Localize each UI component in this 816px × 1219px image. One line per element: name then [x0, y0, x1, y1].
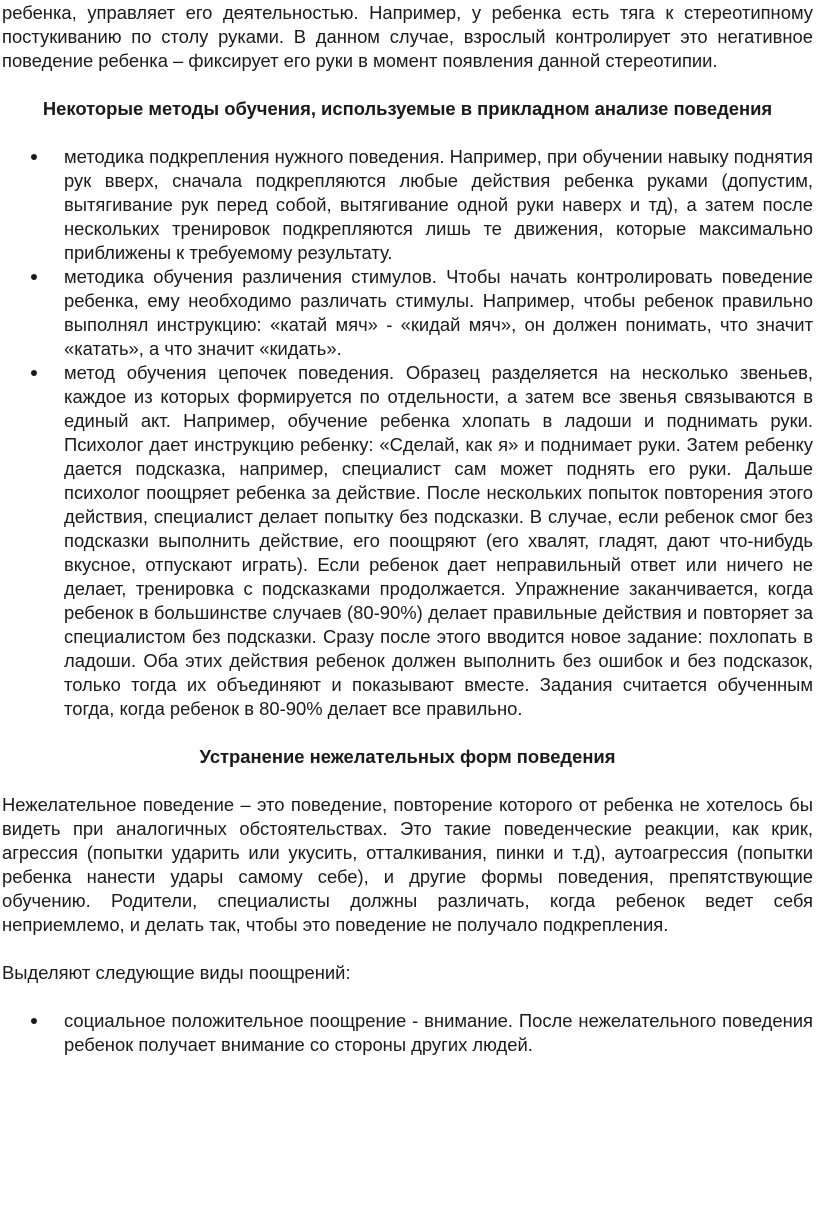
bullet-icon	[31, 154, 37, 160]
list-item-text: социальное положительное поощрение - внимание. После нежелательного поведения ребенок получает внимание со стороны других людей.	[64, 1010, 813, 1055]
list-item	[2, 1009, 813, 1057]
methods-list	[2, 145, 813, 721]
heading-undesired-behavior: Устранение нежелательных форм поведения	[199, 746, 616, 767]
list-item	[2, 265, 813, 361]
undesired-behavior-paragraph: Нежелательное поведение – это поведение, повторение которого от ребенка не хотелось бы видеть при аналогичных обстоятельствах. Это такие поведенческие реакции, как крик, агрессия (попытки ударить или укусить, отталкивания, пинки и т.д), аутоагрессия (попытки ребенка нанести удары самому себе), и другие формы поведения, препятствующие обучению. Родители, специалисты должны различать, когда ребенок ведет себя неприемлемо, и делать так, чтобы это поведение не получало подкрепления.	[2, 794, 813, 935]
rewards-list	[2, 1009, 813, 1057]
list-item	[2, 145, 813, 265]
bullet-icon	[31, 274, 37, 280]
rewards-intro: Выделяют следующие виды поощрений:	[2, 962, 351, 983]
list-item	[2, 361, 813, 721]
bullet-icon	[31, 370, 37, 376]
heading-teaching-methods: Некоторые методы обучения, используемые в прикладном анализе поведения	[42, 98, 773, 119]
list-item-text: методика обучения различения стимулов. Чтобы начать контролировать поведение ребенка, ему необходимо различать стимулы. Например, чтобы ребенок правильно выполнял инструкцию: «катай мяч» - «кидай мяч», он должен понимать, что значит «катать», а что значит «кидать».	[64, 266, 813, 359]
bullet-icon	[31, 1018, 37, 1024]
intro-paragraph: ребенка, управляет его деятельностью. Например, у ребенка есть тяга к стереотипному постукиванию по столу руками. В данном случае, взрослый контролирует это негативное поведение ребенка – фиксирует его руки в момент появления данной стереотипии.	[2, 2, 813, 71]
list-item-text: метод обучения цепочек поведения. Образец разделяется на несколько звеньев, каждое из которых формируется по отдельности, а затем все звенья связываются в единый акт. Например, обучение ребенка хлопать в ладоши и поднимать руки. Психолог дает инструкцию ребенку: «Сделай, как я» и поднимает руки. Затем ребенку дается подсказка, например, специалист сам может поднять его руки. Дальше психолог поощряет ребенка за действие. После нескольких попыток повторения этого действия, специалист делает попытку без подсказки. В случае, если ребенок смог без подсказки выполнить действие, его поощряют (его хвалят, гладят, дают что-нибудь вкусное, отпускают играть). Если ребенок дает неправильный ответ или ничего не делает, тренировка с подсказками продолжается. Упражнение заканчивается, когда ребенок в большинстве случаев (80-90%) делает правильные действия и повторяет за специалистом без подсказки. Сразу после этого вводится новое задание: похлопать в ладоши. Оба этих действия ребенок должен выполнить без ошибок и без подсказок, только тогда их объединяют и показывают вместе. Задания считается обученным тогда, когда ребенок в 80-90% делает все правильно.	[64, 362, 813, 719]
list-item-text: методика подкрепления нужного поведения. Например, при обучении навыку поднятия рук вверх, сначала подкрепляются любые действия ребенка руками (допустим, вытягивание рук перед собой, вытягивание одной руки наверх и тд), а затем после нескольких тренировок подкрепляются лишь те движения, которые максимально приближены к требуемому результату.	[64, 146, 813, 263]
